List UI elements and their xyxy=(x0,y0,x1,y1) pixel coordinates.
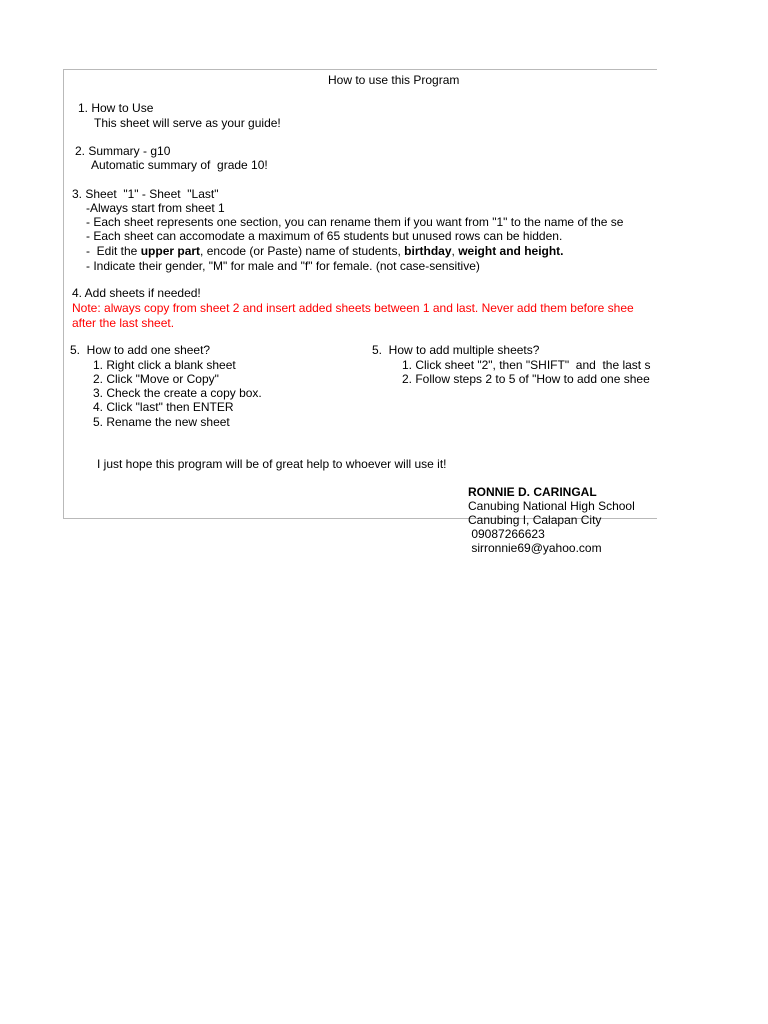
section1-heading: 1. How to Use xyxy=(78,101,154,115)
section5a-step: 3. Check the create a copy box. xyxy=(93,386,262,400)
section2-text: Automatic summary of grade 10! xyxy=(91,158,268,172)
section4-heading: 4. Add sheets if needed! xyxy=(72,286,201,300)
section3-item: - Each sheet represents one section, you can rename them if you want from "1" to the name of the se xyxy=(86,215,624,229)
section3-edit-item: - Edit the upper part, encode (or Paste) name of students, birthday, weight and height. xyxy=(86,244,564,258)
closing-text: I just hope this program will be of great help to whoever will use it! xyxy=(97,457,447,471)
author-phone: 09087266623 xyxy=(468,527,545,541)
section5a-step: 4. Click "last" then ENTER xyxy=(93,400,234,414)
section5a-step: 1. Right click a blank sheet xyxy=(93,358,236,372)
section3-item: -Always start from sheet 1 xyxy=(86,201,225,215)
section5b-step: 1. Click sheet "2", then "SHIFT" and the last s xyxy=(402,358,651,372)
section3-item: - Indicate their gender, "M" for male and "f" for female. (not case-sensitive) xyxy=(86,259,480,273)
section4-note-cont: after the last sheet. xyxy=(72,316,175,330)
section5b-step: 2. Follow steps 2 to 5 of "How to add one shee xyxy=(402,372,650,386)
author-school: Canubing National High School xyxy=(468,499,635,513)
section3-item: - Each sheet can accomodate a maximum of 65 students but unused rows can be hidden. xyxy=(86,229,563,243)
author-address: Canubing I, Calapan City xyxy=(468,513,602,527)
section4-note: Note: always copy from sheet 2 and insert added sheets between 1 and last. Never add them before shee xyxy=(72,301,634,315)
section2-heading: 2. Summary - g10 xyxy=(75,144,171,158)
section5a-heading: 5. How to add one sheet? xyxy=(70,343,211,357)
page-title: How to use this Program xyxy=(328,73,460,87)
section1-text: This sheet will serve as your guide! xyxy=(94,116,281,130)
section5b-heading: 5. How to add multiple sheets? xyxy=(372,343,540,357)
author-email: sirronnie69@yahoo.com xyxy=(468,541,602,555)
section3-heading: 3. Sheet "1" - Sheet "Last" xyxy=(72,187,219,201)
section5a-step: 5. Rename the new sheet xyxy=(93,415,230,429)
author-name: RONNIE D. CARINGAL xyxy=(468,485,597,499)
section5a-step: 2. Click "Move or Copy" xyxy=(93,372,219,386)
